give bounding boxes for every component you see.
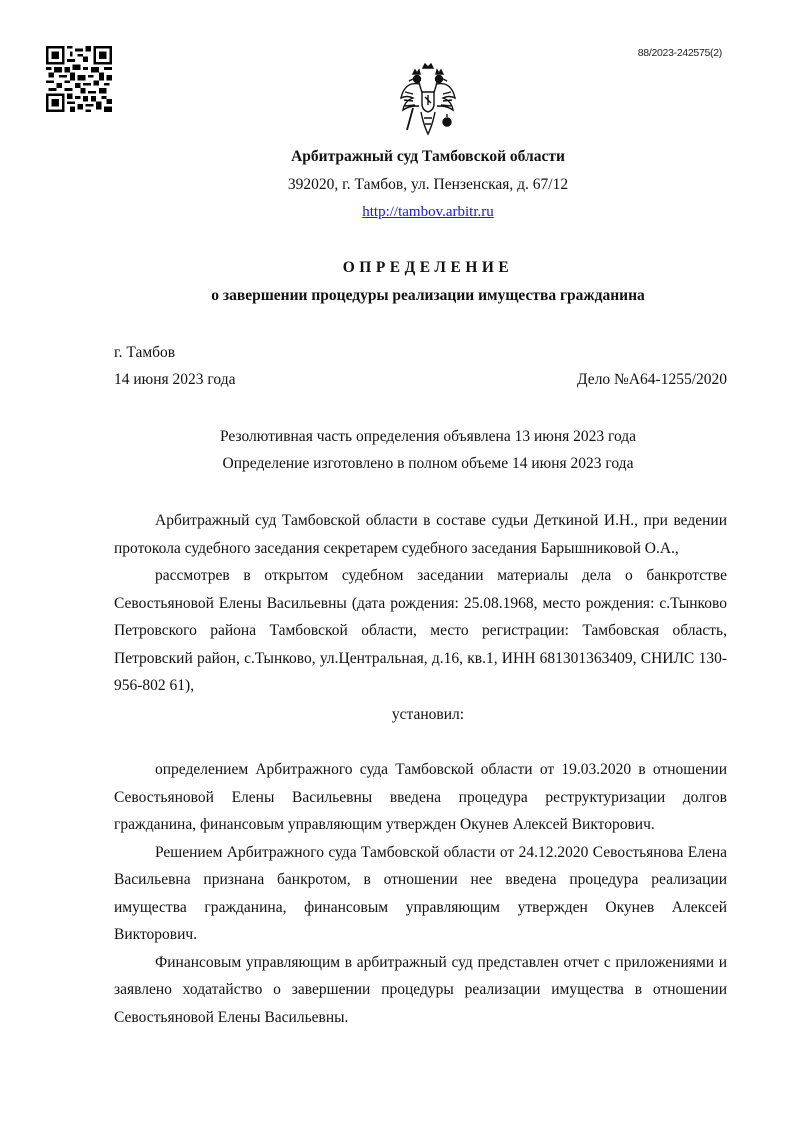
full-text-date-note: Определение изготовлено в полном объеме 14 июня 2023 года bbox=[222, 455, 634, 472]
finding-paragraph: Решением Арбитражного суда Тамбовской области от 24.12.2020 Севостьянова Елена Васильевна признана банкротом, в отношении нее введена процедура реализации имущества гражданина, финансовым управляющим утвержден Окунев Алексей Викторович. bbox=[114, 843, 727, 943]
intro-paragraph-block bbox=[114, 507, 727, 562]
city: г. Тамбов bbox=[114, 344, 176, 361]
resolution-announced-note: Резолютивная часть определения объявлена 13 июня 2023 года bbox=[219, 428, 637, 445]
document-subtitle: о завершении процедуры реализации имущества гражданина bbox=[211, 287, 645, 304]
document-title: ОПРЕДЕЛЕНИЕ bbox=[342, 259, 514, 276]
qr-code-icon bbox=[46, 46, 112, 112]
document-number: 88/2023-242575(2) bbox=[637, 47, 722, 59]
court-website-link[interactable]: http://tambov.arbitr.ru bbox=[362, 204, 494, 220]
considered-paragraph: рассмотрев в открытом судебном заседании материалы дела о банкротстве Севостьяновой Елены Васильевны (дата рождения: 25.08.1968, место рождения: с.Тынково Петровского района Тамбовской области, место регистрации: Тамбовская область, Петровский район, с.Тынково, ул.Центральная, д.16, кв.1, ИНН 681301363409, СНИЛС 130-956-802 61), bbox=[114, 567, 727, 694]
findings-block bbox=[114, 756, 727, 1031]
case-number: Дело №А64-1255/2020 bbox=[577, 371, 727, 388]
court-address: 392020, г. Тамбов, ул. Пензенская, д. 67/12 bbox=[287, 176, 569, 193]
finding-paragraph: Финансовым управляющим в арбитражный суд представлен отчет с приложениями и заявлено ходатайство о завершении процедуры реализации имущества в отношении Севостьяновой Елены Васильевны. bbox=[114, 953, 727, 1026]
court-name: Арбитражный суд Тамбовской области bbox=[291, 148, 565, 165]
finding-paragraph: определением Арбитражного суда Тамбовской области от 19.03.2020 в отношении Севостьяновой Елены Васильевны введена процедура реструктуризации долгов гражданина, финансовым управляющим утвержден Окунев Алексей Викторович. bbox=[114, 761, 727, 833]
considered-paragraph-block bbox=[114, 562, 727, 700]
intro-paragraph: Арбитражный суд Тамбовской области в составе судьи Деткиной И.Н., при ведении протокола судебного заседания секретарем судебного заседания Барышниковой О.А., bbox=[114, 512, 727, 557]
russian-coat-of-arms-icon bbox=[395, 62, 461, 138]
established-label: установил: bbox=[391, 706, 465, 723]
document-date: 14 июня 2023 года bbox=[114, 371, 236, 388]
